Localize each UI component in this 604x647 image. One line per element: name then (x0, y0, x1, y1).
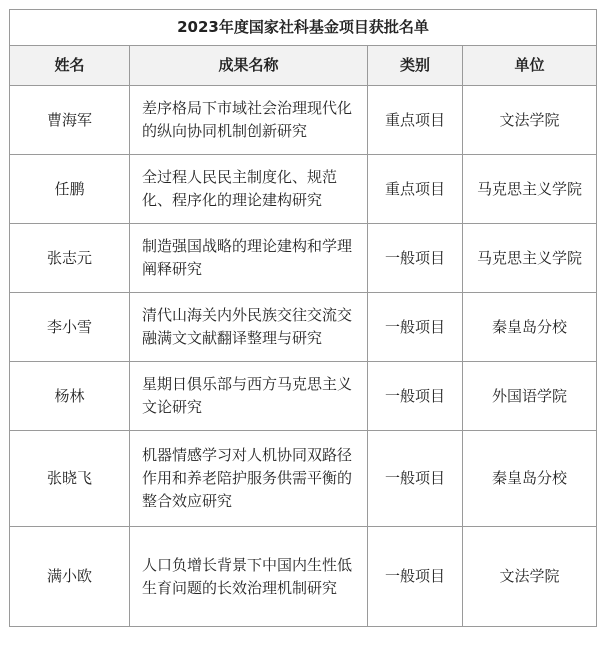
row-result: 制造强国战略的理论建构和学理阐释研究 (130, 224, 368, 293)
row-category: 重点项目 (368, 155, 463, 224)
row-name: 曹海军 (10, 86, 130, 155)
row-unit: 秦皇岛分校 (463, 431, 597, 527)
row-unit: 外国语学院 (463, 362, 597, 431)
table-title: 2023年度国家社科基金项目获批名单 (10, 10, 597, 46)
row-category: 一般项目 (368, 293, 463, 362)
row-name: 杨林 (10, 362, 130, 431)
header-name: 姓名 (10, 46, 130, 86)
row-category: 一般项目 (368, 431, 463, 527)
row-unit: 秦皇岛分校 (463, 293, 597, 362)
row-result: 机器情感学习对人机协同双路径作用和养老陪护服务供需平衡的整合效应研究 (130, 431, 368, 527)
row-unit: 马克思主义学院 (463, 155, 597, 224)
row-name: 李小雪 (10, 293, 130, 362)
row-category: 重点项目 (368, 86, 463, 155)
header-category: 类别 (368, 46, 463, 86)
table-row (10, 86, 597, 155)
row-category: 一般项目 (368, 224, 463, 293)
title-row (10, 10, 597, 46)
table-row (10, 293, 597, 362)
row-category: 一般项目 (368, 527, 463, 627)
row-name: 张晓飞 (10, 431, 130, 527)
row-name: 张志元 (10, 224, 130, 293)
table-row (10, 362, 597, 431)
row-result: 差序格局下市域社会治理现代化的纵向协同机制创新研究 (130, 86, 368, 155)
row-category: 一般项目 (368, 362, 463, 431)
row-name: 任鹏 (10, 155, 130, 224)
project-table (9, 9, 597, 627)
row-unit: 文法学院 (463, 86, 597, 155)
project-list-container (9, 9, 597, 627)
row-result: 星期日俱乐部与西方马克思主义文论研究 (130, 362, 368, 431)
table-row (10, 224, 597, 293)
row-unit: 文法学院 (463, 527, 597, 627)
row-unit: 马克思主义学院 (463, 224, 597, 293)
table-row (10, 155, 597, 224)
table-row (10, 527, 597, 627)
header-result: 成果名称 (130, 46, 368, 86)
row-name: 满小欧 (10, 527, 130, 627)
header-unit: 单位 (463, 46, 597, 86)
row-result: 全过程人民民主制度化、规范化、程序化的理论建构研究 (130, 155, 368, 224)
header-row (10, 46, 597, 86)
table-row (10, 431, 597, 527)
row-result: 清代山海关内外民族交往交流交融满文文献翻译整理与研究 (130, 293, 368, 362)
row-result: 人口负增长背景下中国内生性低生育问题的长效治理机制研究 (130, 527, 368, 627)
